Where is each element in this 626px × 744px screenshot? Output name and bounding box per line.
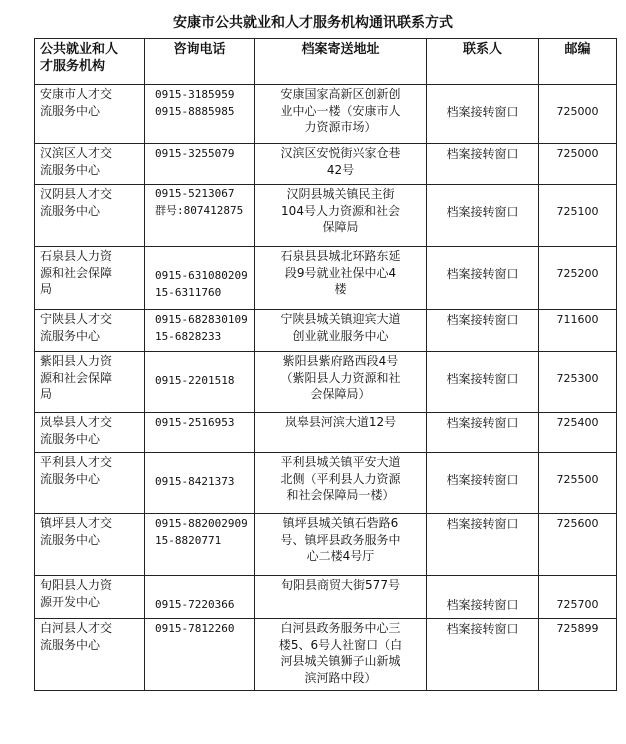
- address-cell-line: 白河县政务服务中心三: [280, 621, 401, 635]
- phone-cell-line: 0915-7812260: [155, 622, 235, 635]
- org-cell: [35, 453, 145, 514]
- phone-cell: [145, 352, 255, 413]
- address-cell-line: 力资源市场）: [304, 120, 377, 134]
- phone-cell: [145, 85, 255, 144]
- address-cell: [255, 453, 427, 514]
- contact-cell: 档案接转窗口: [427, 144, 539, 185]
- org-cell: [35, 247, 145, 310]
- org-cell: [35, 413, 145, 453]
- org-cell-line: 流服务中心: [40, 203, 101, 218]
- address-cell-line: 岚皋县河滨大道12号: [284, 415, 397, 429]
- address-cell: [255, 310, 427, 352]
- zip-cell: 725700: [539, 576, 617, 619]
- table-row: [35, 247, 617, 310]
- phone-cell: [145, 576, 255, 619]
- phone-cell-line: 0915-2201518: [155, 374, 235, 387]
- address-cell-line: 104号人力资源和社会: [281, 203, 400, 218]
- zip-cell: 711600: [539, 310, 617, 352]
- table-row: [35, 310, 617, 352]
- table-row: [35, 185, 617, 247]
- org-cell-line: 汉阴县人才交: [40, 187, 113, 201]
- org-cell-line: 汉滨区人才交: [40, 146, 113, 160]
- phone-cell-line: 0915-631080209: [155, 269, 248, 282]
- zip-cell: 725899: [539, 619, 617, 691]
- header-org-line: 公共就业和人: [40, 42, 119, 57]
- address-cell-line: 安康国家高新区创新创: [280, 87, 401, 101]
- contact-cell: 档案接转窗口: [427, 453, 539, 514]
- address-cell-line: 滨河路中段）: [304, 670, 377, 685]
- org-cell-line: 流服务中心: [40, 471, 101, 486]
- org-cell-line: 宁陕县人才交: [40, 312, 113, 326]
- header-phone: 咨询电话: [145, 39, 255, 85]
- org-cell-line: 流服务中心: [40, 637, 101, 652]
- address-cell-line: 楼5、6号人社窗口（白: [278, 637, 403, 652]
- phone-cell: [145, 247, 255, 310]
- table-row: [35, 85, 617, 144]
- phone-cell: [145, 185, 255, 247]
- address-cell-line: 紫阳县紫府路西段4号: [282, 354, 399, 368]
- phone-cell-line: 群号:807412875: [155, 203, 244, 217]
- phone-cell-line: 0915-7220366: [155, 598, 235, 611]
- org-cell: [35, 85, 145, 144]
- address-cell-line: 保障局: [322, 220, 359, 234]
- contact-cell: 档案接转窗口: [427, 514, 539, 576]
- header-contact: 联系人: [427, 39, 539, 85]
- phone-cell-line: 15-6311760: [155, 285, 222, 299]
- org-cell-line: 流服务中心: [40, 162, 101, 177]
- org-cell-line: 源开发中心: [40, 594, 101, 609]
- zip-cell: 725000: [539, 85, 617, 144]
- document-title: 安康市公共就业和人才服务机构通讯联系方式: [173, 15, 453, 31]
- table-row: [35, 514, 617, 576]
- address-cell: [255, 247, 427, 310]
- address-cell-line: （紫阳县人力资源和社: [280, 370, 401, 385]
- phone-cell: [145, 514, 255, 576]
- org-cell-line: 流服务中心: [40, 328, 101, 343]
- table-header-row: [35, 39, 617, 85]
- contact-cell: 档案接转窗口: [427, 310, 539, 352]
- address-cell-line: 镇坪县城关镇石砦路6: [282, 516, 399, 530]
- phone-cell: [145, 144, 255, 185]
- org-cell: [35, 352, 145, 413]
- address-cell: [255, 85, 427, 144]
- address-cell-line: 石泉县县城北环路东延: [280, 249, 401, 263]
- table-row: [35, 352, 617, 413]
- org-cell-line: 流服务中心: [40, 103, 101, 118]
- org-cell-line: 旬阳县人力资: [40, 578, 113, 592]
- address-cell-line: 汉滨区安悦街兴家仓巷: [280, 146, 401, 160]
- contact-cell: 档案接转窗口: [427, 85, 539, 144]
- org-cell-line: 安康市人才交: [40, 87, 113, 101]
- phone-cell-line: 0915-8885985: [155, 104, 235, 118]
- address-cell: [255, 185, 427, 247]
- org-cell-line: 石泉县人力资: [40, 249, 113, 263]
- table-row: [35, 619, 617, 691]
- org-cell-line: 紫阳县人力资: [40, 354, 113, 368]
- phone-cell-line: 0915-882002909: [155, 517, 248, 530]
- phone-cell-line: 0915-2516953: [155, 416, 235, 429]
- address-cell: [255, 619, 427, 691]
- phone-cell: [145, 310, 255, 352]
- address-cell-line: 北侧（平利县人力资源: [280, 471, 401, 486]
- address-cell-line: 旬阳县商贸大街577号: [281, 578, 400, 592]
- address-cell-line: 汉阴县城关镇民主街: [286, 187, 395, 201]
- phone-cell-line: 0915-3255079: [155, 147, 235, 160]
- org-cell: [35, 514, 145, 576]
- org-cell: [35, 185, 145, 247]
- phone-cell: [145, 619, 255, 691]
- address-cell-line: 平利县城关镇平安大道: [280, 455, 401, 469]
- address-cell-line: 会保障局）: [310, 387, 371, 401]
- org-cell-line: 源和社会保障: [40, 265, 113, 280]
- org-cell-line: 白河县人才交: [40, 621, 113, 635]
- address-cell-line: 段9号就业社保中心4: [284, 265, 397, 280]
- address-cell-line: 业中心一楼（安康市人: [280, 103, 401, 118]
- zip-cell: 725400: [539, 413, 617, 453]
- address-cell-line: 42号: [326, 162, 355, 177]
- zip-cell: 725600: [539, 514, 617, 576]
- table-row: [35, 413, 617, 453]
- org-cell-line: 源和社会保障: [40, 370, 113, 385]
- contact-cell: 档案接转窗口: [427, 576, 539, 619]
- address-cell: [255, 413, 427, 453]
- header-zip: 邮编: [539, 39, 617, 85]
- contact-cell: 档案接转窗口: [427, 185, 539, 247]
- contact-table: [34, 38, 617, 691]
- org-cell: [35, 144, 145, 185]
- phone-cell: [145, 453, 255, 514]
- contact-cell: 档案接转窗口: [427, 619, 539, 691]
- org-cell: [35, 619, 145, 691]
- org-cell-line: 岚皋县人才交: [40, 415, 113, 429]
- address-cell-line: 和社会保障局一楼）: [286, 488, 395, 502]
- phone-cell-line: 0915-8421373: [155, 475, 235, 488]
- phone-cell-line: 0915-682830109: [155, 313, 248, 326]
- header-org-line: 才服务机构: [40, 58, 106, 74]
- contact-cell: 档案接转窗口: [427, 247, 539, 310]
- phone-cell-line: 0915-3185959: [155, 88, 235, 101]
- address-cell-line: 号、镇坪县政务服务中: [280, 532, 401, 547]
- zip-cell: 725500: [539, 453, 617, 514]
- address-cell: [255, 576, 427, 619]
- phone-cell-line: 15-6828233: [155, 329, 222, 343]
- org-cell-line: 镇坪县人才交: [40, 516, 113, 530]
- org-cell-line: 流服务中心: [40, 431, 101, 446]
- table-row: [35, 144, 617, 185]
- phone-cell-line: 15-8820771: [155, 533, 222, 547]
- contact-cell: 档案接转窗口: [427, 413, 539, 453]
- header-org: [35, 39, 145, 85]
- address-cell: [255, 352, 427, 413]
- org-cell-line: 局: [40, 387, 53, 401]
- address-cell-line: 河县城关镇狮子山新城: [280, 654, 401, 668]
- zip-cell: 725200: [539, 247, 617, 310]
- table-row: [35, 453, 617, 514]
- phone-cell: [145, 413, 255, 453]
- address-cell: [255, 514, 427, 576]
- org-cell: [35, 576, 145, 619]
- table-row: [35, 576, 617, 619]
- org-cell-line: 平利县人才交: [40, 455, 113, 469]
- org-cell-line: 局: [40, 282, 53, 296]
- org-cell: [35, 310, 145, 352]
- org-cell-line: 流服务中心: [40, 532, 101, 547]
- address-cell: [255, 144, 427, 185]
- address-cell-line: 心二楼4号厅: [306, 549, 375, 563]
- header-address: 档案寄送地址: [255, 39, 427, 85]
- zip-cell: 725300: [539, 352, 617, 413]
- address-cell-line: 创业就业服务中心: [292, 328, 389, 343]
- zip-cell: 725100: [539, 185, 617, 247]
- address-cell-line: 楼: [334, 282, 347, 296]
- zip-cell: 725000: [539, 144, 617, 185]
- contact-cell: 档案接转窗口: [427, 352, 539, 413]
- phone-cell-line: 0915-5213067: [155, 187, 235, 200]
- address-cell-line: 宁陕县城关镇迎宾大道: [280, 312, 401, 326]
